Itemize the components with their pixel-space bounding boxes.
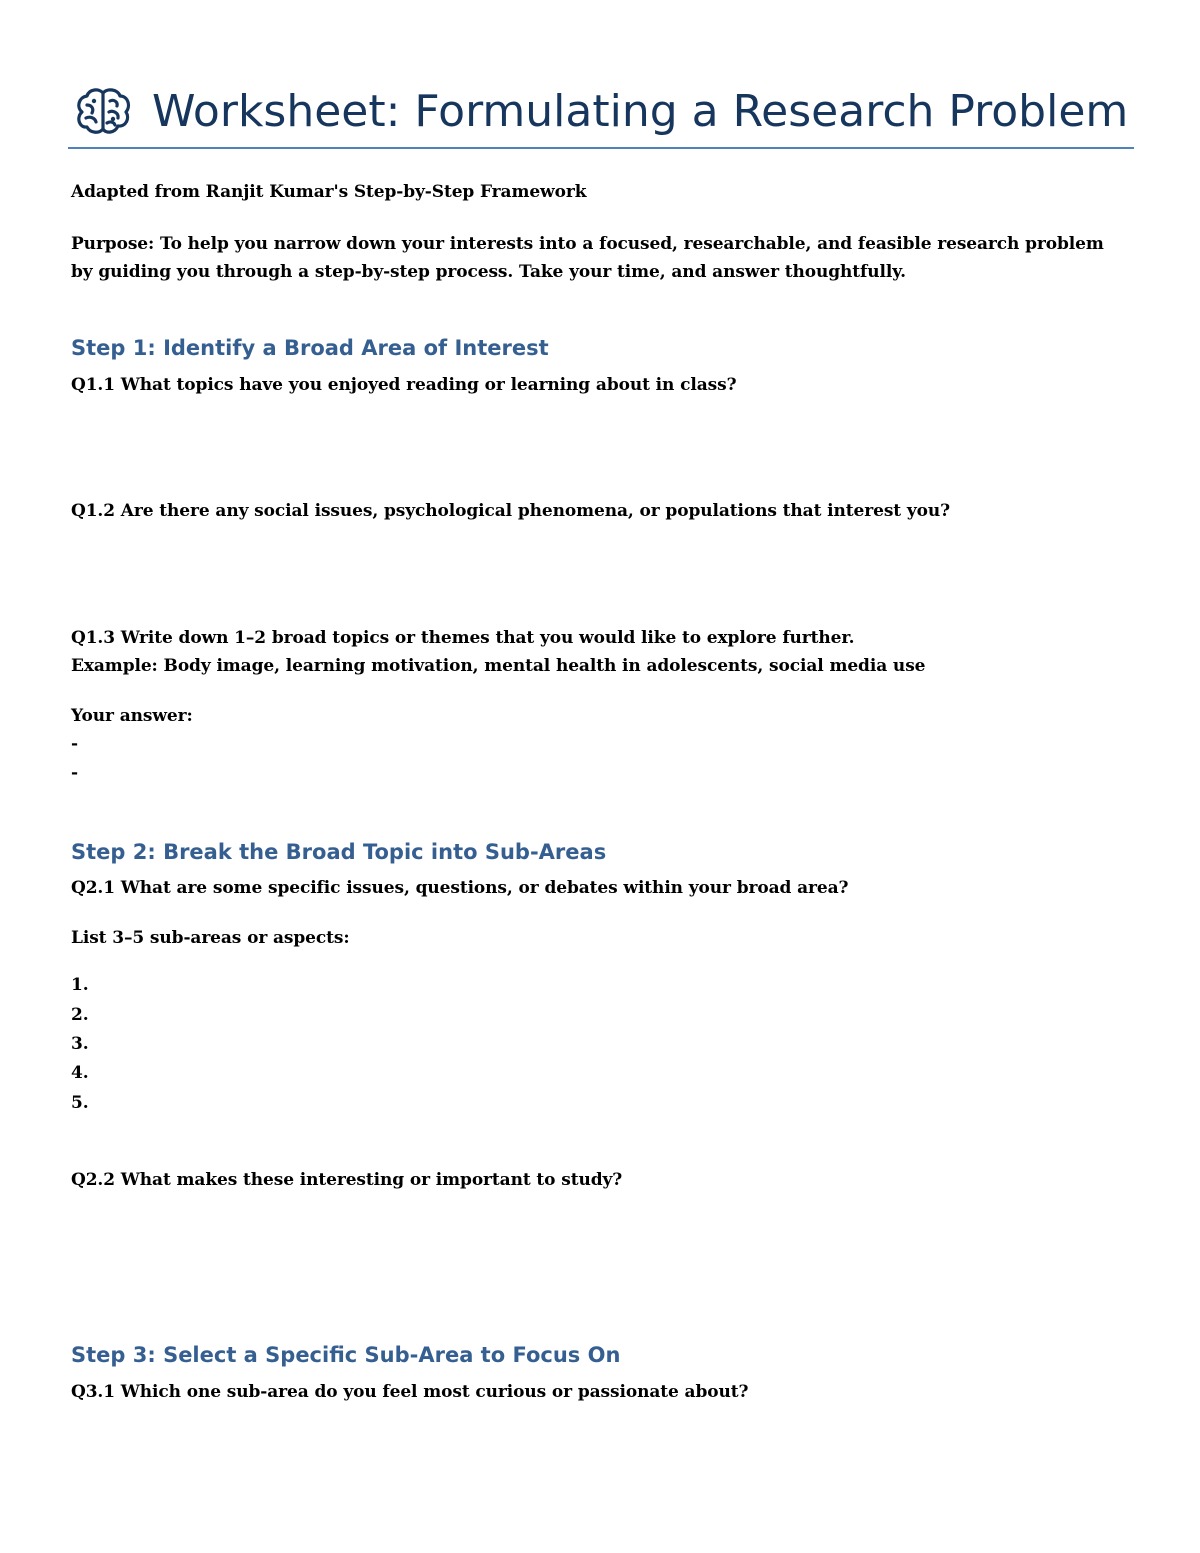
example-text: Example: Body image, learning motivation, mental health in adolescents, social media use xyxy=(71,656,926,676)
question-q2-2: Q2.2 What makes these interesting or important to study? xyxy=(71,1170,623,1190)
list-item: 3. xyxy=(71,1034,89,1054)
list-label: List 3–5 sub-areas or aspects: xyxy=(71,928,350,948)
step3-heading: Step 3: Select a Specific Sub-Area to Focus On xyxy=(71,1343,621,1367)
brain-icon xyxy=(74,85,132,137)
answer-bullet: - xyxy=(71,734,78,754)
page-title: Worksheet: Formulating a Research Problem xyxy=(152,85,1129,137)
step2-heading: Step 2: Break the Broad Topic into Sub-Areas xyxy=(71,840,607,864)
step1-heading: Step 1: Identify a Broad Area of Interest xyxy=(71,336,549,360)
question-q1-3: Q1.3 Write down 1–2 broad topics or themes that you would like to explore further. xyxy=(71,628,855,648)
question-q2-1: Q2.1 What are some specific issues, questions, or debates within your broad area? xyxy=(71,878,849,898)
list-item: 2. xyxy=(71,1005,89,1025)
purpose-paragraph: Purpose: To help you narrow down your interests into a focused, researchable, and feasible research problem by guiding you through a step-by-step process. Take your time, and answer thoughtfully. xyxy=(71,234,1104,282)
list-item: 1. xyxy=(71,975,89,995)
title-divider xyxy=(68,147,1134,149)
adapted-note: Adapted from Ranjit Kumar's Step-by-Step Framework xyxy=(71,182,587,202)
answer-label: Your answer: xyxy=(71,706,193,726)
list-item: 4. xyxy=(71,1063,89,1083)
question-q3-1: Q3.1 Which one sub-area do you feel most curious or passionate about? xyxy=(71,1382,749,1402)
question-q1-1: Q1.1 What topics have you enjoyed reading or learning about in class? xyxy=(71,375,737,395)
title-row xyxy=(74,80,1128,142)
list-item: 5. xyxy=(71,1093,89,1113)
answer-bullet: - xyxy=(71,763,78,783)
question-q1-2: Q1.2 Are there any social issues, psychological phenomena, or populations that interest you? xyxy=(71,501,951,521)
